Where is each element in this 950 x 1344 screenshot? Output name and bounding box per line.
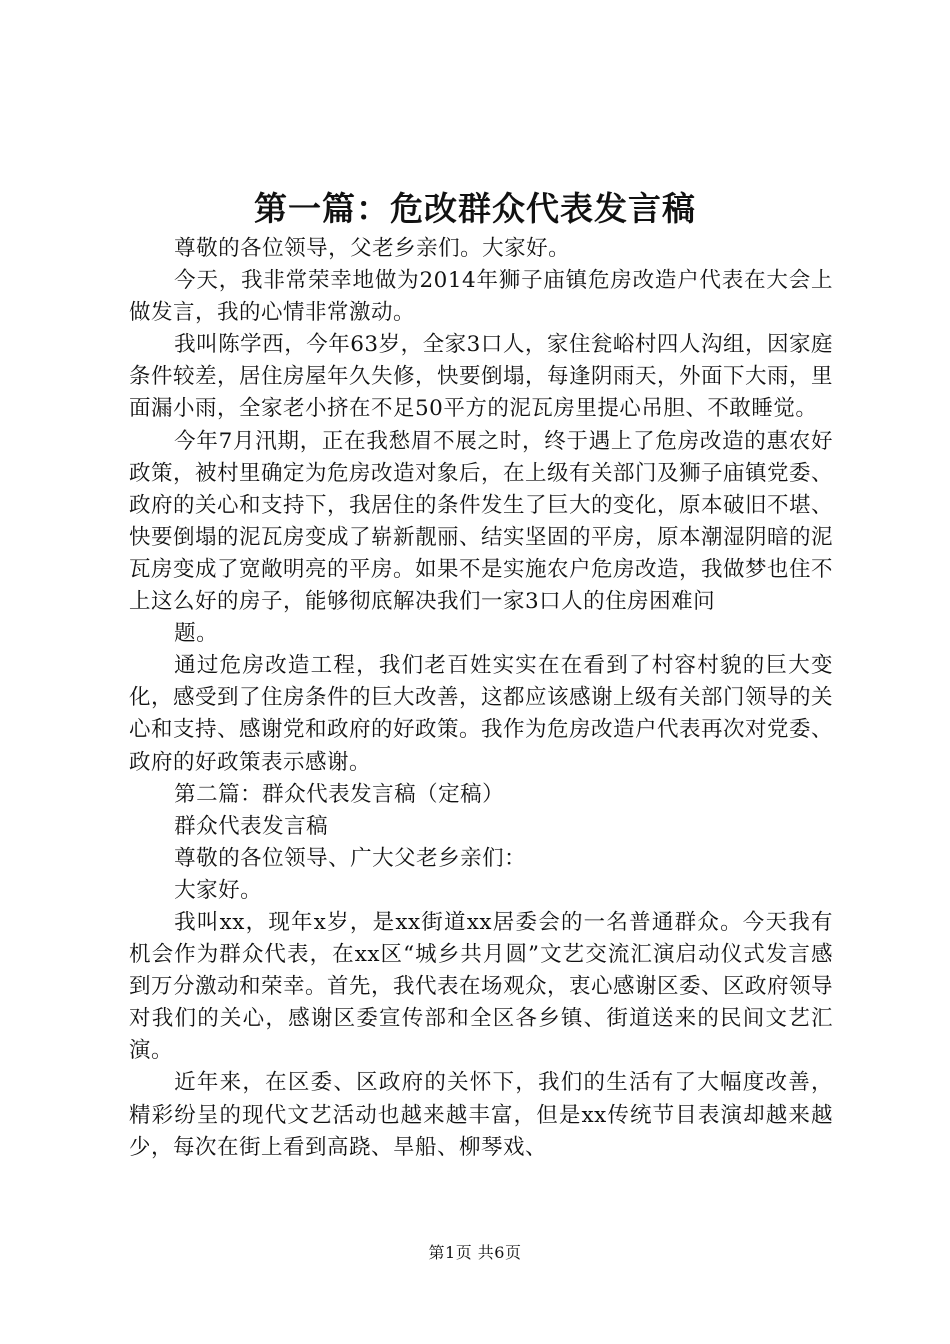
paragraph: 尊敬的各位领导，父老乡亲们。大家好。 [174,236,571,261]
paragraph: 通过危房改造工程，我们老百姓实实在在看到了村容村貌的巨大变化，感受到了住房条件的巨大改善，这都应该感谢上级有关部门领导的关心和支持、感谢党和政府的好政策。我作为危房改造户代表再次对党委、政府的好政策表示感谢。 [129,653,834,775]
paragraph: 大家好。 [174,877,263,903]
paragraph: 群众代表发言稿 [174,813,329,839]
paragraph: 我叫xx，现年x岁，是xx街道xx居委会的一名普通群众。今天我有机会作为群众代表，在xx区“城乡共月圆”文艺交流汇演启动仪式发言感到万分激动和荣幸。首先，我代表在场观众，衷心感谢区委、区政府领导对我们的关心，感谢区委宣传部和全区各乡镇、街道送来的民间文艺汇演。 [129,909,834,1064]
paragraph: 今年7月汛期，正在我愁眉不展之时，终于遇上了危房改造的惠农好政策，被村里确定为危房改造对象后，在上级有关部门及狮子庙镇党委、政府的关心和支持下，我居住的条件发生了巨大的变化，原本破旧不堪、快要倒塌的泥瓦房变成了崭新靓丽、结实坚固的平房，原本潮湿阴暗的泥瓦房变成了宽敞明亮的平房。如果不是实施农户危房改造，我做梦也住不上这么好的房子，能够彻底解决我们一家3口人的住房困难问 [129,428,834,615]
paragraph: 近年来，在区委、区政府的关怀下，我们的生活有了大幅度改善，精彩纷呈的现代文艺活动也越来越丰富，但是xx传统节目表演却越来越少，每次在街上看到高跷、旱船、柳琴戏、 [129,1070,833,1160]
document-body [129,233,833,1164]
paragraph: 我叫陈学西，今年63岁，全家3口人，家住瓮峪村四人沟组，因家庭条件较差，居住房屋年久失修，快要倒塌，每逢阴雨天，外面下大雨，里面漏小雨，全家老小挤在不足50平方的泥瓦房里提心吊胆、不敢睡觉。 [129,332,834,422]
section-heading: 第二篇：群众代表发言稿（定稿） [174,781,505,807]
paragraph: 题。 [174,621,219,647]
paragraph: 尊敬的各位领导、广大父老乡亲们： [174,845,527,871]
document-title: 第一篇：危改群众代表发言稿 [254,189,696,228]
paragraph: 今天，我非常荣幸地做为2014年狮子庙镇危房改造户代表在大会上做发言，我的心情非常激动。 [129,268,833,326]
page-footer: 第1页 共6页 [428,1243,522,1262]
